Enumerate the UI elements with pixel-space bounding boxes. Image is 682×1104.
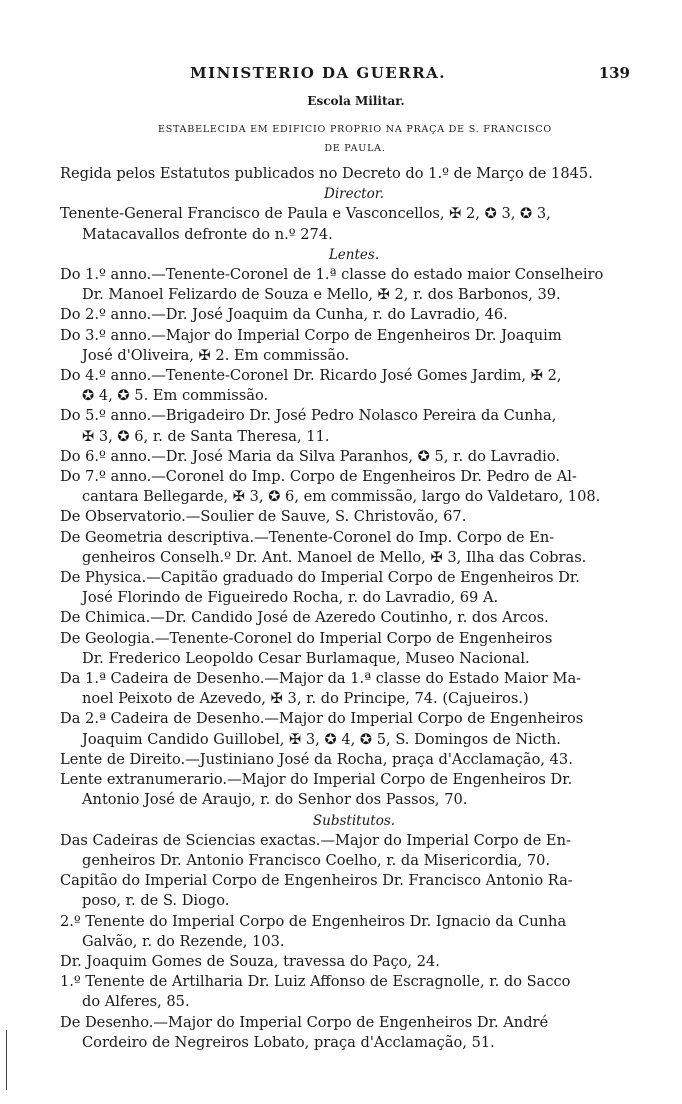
body-text xyxy=(60,164,648,1053)
lente-entry-line: genheiros Conselh.º Dr. Ant. Manoel de Mello, ✠ 3, Ilha das Cobras. xyxy=(82,548,587,566)
lente-entry xyxy=(60,265,648,305)
lente-entry xyxy=(60,447,648,467)
substituto-entry xyxy=(60,952,648,972)
running-title: MINISTERIO DA GUERRA. xyxy=(190,64,447,82)
lente-entry xyxy=(60,528,648,568)
lente-entry-line: De Geologia.—Tenente-Coronel do Imperial Corpo de Engenheiros xyxy=(60,629,553,647)
director-line: Tenente-General Francisco de Paula e Vasconcellos, ✠ 2, ✪ 3, ✪ 3, xyxy=(60,205,551,223)
lente-entry xyxy=(60,326,648,366)
lente-entry-line: Do 5.º anno.—Brigadeiro Dr. José Pedro Nolasco Pereira da Cunha, xyxy=(60,407,557,425)
margin-rule xyxy=(6,1030,7,1090)
lente-entry xyxy=(60,507,648,527)
section-title: Escola Militar. xyxy=(307,94,405,108)
substituto-entry-line: De Desenho.—Major do Imperial Corpo de Engenheiros Dr. André xyxy=(60,1013,549,1031)
lente-entry-line: Do 3.º anno.—Major do Imperial Corpo de Engenheiros Dr. Joaquim xyxy=(60,326,562,344)
lente-entry xyxy=(60,608,648,628)
lente-entry-line: De Physica.—Capitão graduado do Imperial Corpo de Engenheiros Dr. xyxy=(60,569,580,587)
substituto-entry-line: Das Cadeiras de Sciencias exactas.—Major do Imperial Corpo de En- xyxy=(60,831,571,849)
page-header xyxy=(190,64,630,88)
lente-entry xyxy=(60,305,648,325)
substituto-entry-line: Cordeiro de Negreiros Lobato, praça d'Acclamação, 51. xyxy=(82,1033,495,1051)
lente-entry-line: Do 7.º anno.—Coronel do Imp. Corpo de Engenheiros Dr. Pedro de Al- xyxy=(60,468,577,486)
lente-entry xyxy=(60,406,648,446)
substituto-entry-line: do Alferes, 85. xyxy=(82,993,190,1011)
lente-entry-line: Joaquim Candido Guillobel, ✠ 3, ✪ 4, ✪ 5, S. Domingos de Nicth. xyxy=(82,730,561,748)
substituto-entry xyxy=(60,912,648,952)
page-number: 139 xyxy=(598,64,630,82)
lente-entry-line: De Observatorio.—Soulier de Sauve, S. Christovão, 67. xyxy=(60,508,467,526)
lente-entry xyxy=(60,629,648,669)
lente-entry-line: Do 2.º anno.—Dr. José Joaquim da Cunha, r. do Lavradio, 46. xyxy=(60,306,508,324)
substituto-entry xyxy=(60,831,648,871)
lente-entry-line: Do 4.º anno.—Tenente-Coronel Dr. Ricardo José Gomes Jardim, ✠ 2, xyxy=(60,367,562,385)
establishment-line: ESTABELECIDA EM EDIFICIO PROPRIO NA PRAÇA DE S. FRANCISCO xyxy=(157,124,553,135)
lente-entry-line: cantara Bellegarde, ✠ 3, ✪ 6, em commissão, largo do Valdetaro, 108. xyxy=(82,488,601,506)
substituto-entry xyxy=(60,871,648,911)
lentes-list xyxy=(60,265,648,810)
lente-entry xyxy=(60,669,648,709)
lente-entry xyxy=(60,770,648,810)
director-line: Matacavallos defronte do n.º 274. xyxy=(82,225,333,243)
substituto-entry-line: Dr. Joaquim Gomes de Souza, travessa do Paço, 24. xyxy=(60,952,440,970)
lente-entry-line: Dr. Frederico Leopoldo Cesar Burlamaque, Museo Nacional. xyxy=(82,649,530,667)
lente-entry-line: Do 1.º anno.—Tenente-Coronel de 1.ª classe do estado maior Conselheiro xyxy=(60,266,604,284)
establishment-line: DE PAULA. xyxy=(324,143,386,154)
lente-entry-line: ✠ 3, ✪ 6, r. de Santa Theresa, 11. xyxy=(82,427,330,445)
lente-entry-line: Dr. Manoel Felizardo de Souza e Mello, ✠ 2, r. dos Barbonos, 39. xyxy=(82,286,561,304)
lente-entry-line: De Chimica.—Dr. Candido José de Azeredo Coutinho, r. dos Arcos. xyxy=(60,609,549,627)
substituto-entry xyxy=(60,972,648,1012)
substitutos-heading: Substitutos. xyxy=(312,812,396,829)
lente-entry-line: noel Peixoto de Azevedo, ✠ 3, r. do Principe, 74. (Cajueiros.) xyxy=(82,690,529,708)
substituto-entry-line: 2.º Tenente do Imperial Corpo de Engenheiros Dr. Ignacio da Cunha xyxy=(60,912,567,930)
director-heading: Director. xyxy=(324,186,384,203)
substituto-entry-line: genheiros Dr. Antonio Francisco Coelho, r. da Misericordia, 70. xyxy=(82,851,551,869)
lente-entry-line: José Florindo de Figueiredo Rocha, r. do Lavradio, 69 A. xyxy=(82,589,499,607)
lente-entry-line: Do 6.º anno.—Dr. José Maria da Silva Paranhos, ✪ 5, r. do Lavradio. xyxy=(60,447,561,465)
lente-entry-line: Da 1.ª Cadeira de Desenho.—Major da 1.ª classe do Estado Maior Ma- xyxy=(60,670,582,688)
lente-entry-line: José d'Oliveira, ✠ 2. Em commissão. xyxy=(82,346,350,364)
lente-entry xyxy=(60,568,648,608)
substitutos-list xyxy=(60,831,648,1053)
substituto-entry-line: Galvão, r. do Rezende, 103. xyxy=(82,932,285,950)
substituto-entry-line: 1.º Tenente de Artilharia Dr. Luiz Affonso de Escragnolle, r. do Sacco xyxy=(60,973,571,991)
lente-entry-line: Lente extranumerario.—Major do Imperial Corpo de Engenheiros Dr. xyxy=(60,771,573,789)
lente-entry-line: Antonio José de Araujo, r. do Senhor dos Passos, 70. xyxy=(82,791,468,809)
lentes-heading: Lentes. xyxy=(328,246,380,263)
lente-entry-line: Da 2.ª Cadeira de Desenho.—Major do Imperial Corpo de Engenheiros xyxy=(60,710,584,728)
lente-entry-line: Lente de Direito.—Justiniano José da Rocha, praça d'Acclamação, 43. xyxy=(60,750,573,768)
substituto-entry xyxy=(60,1013,648,1053)
substituto-entry-line: Capitão do Imperial Corpo de Engenheiros Dr. Francisco Antonio Ra- xyxy=(60,872,573,890)
lente-entry-line: De Geometria descriptiva.—Tenente-Coronel do Imp. Corpo de En- xyxy=(60,528,555,546)
lente-entry xyxy=(60,750,648,770)
establishment-note xyxy=(95,120,615,158)
lente-entry xyxy=(60,467,648,507)
lente-entry xyxy=(60,709,648,749)
lente-entry xyxy=(60,366,648,406)
substituto-entry-line: poso, r. de S. Diogo. xyxy=(82,892,230,910)
regulation-line: Regida pelos Estatutos publicados no Decreto do 1.º de Março de 1845. xyxy=(60,165,593,182)
lente-entry-line: ✪ 4, ✪ 5. Em commissão. xyxy=(82,387,269,405)
